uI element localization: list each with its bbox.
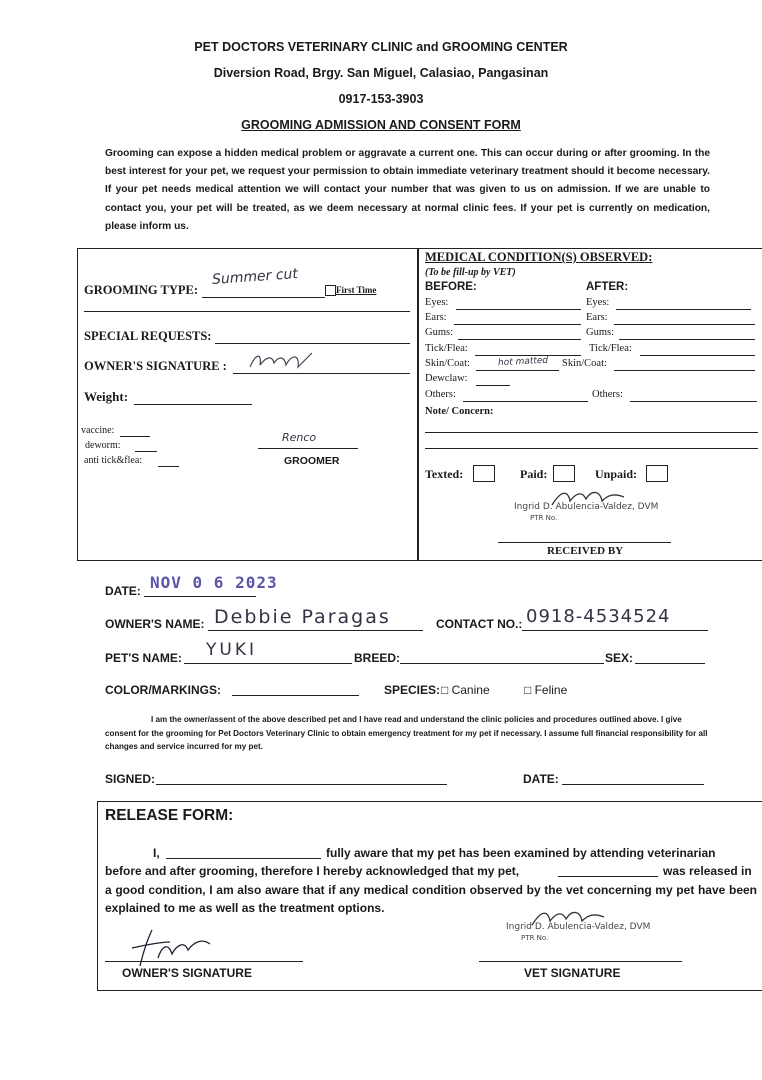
- contact-value[interactable]: 0918-4534524: [526, 606, 671, 627]
- date-stamp[interactable]: NOV 0 6 2023: [150, 573, 278, 592]
- medical-box: [417, 248, 762, 561]
- clinic-phone: 0917-153-3903: [338, 92, 424, 106]
- species-label: SPECIES:: [384, 683, 441, 697]
- date-line: [144, 596, 256, 597]
- after-eyes-line[interactable]: [616, 309, 751, 310]
- grooming-type-line: [202, 297, 325, 298]
- breed-line[interactable]: [400, 663, 604, 664]
- after-ears-line[interactable]: [614, 324, 755, 325]
- owners-name-line: [208, 630, 423, 631]
- grooming-type-value[interactable]: Summer cut: [211, 266, 299, 288]
- after-skin-line[interactable]: [614, 370, 755, 371]
- after-others-line[interactable]: [630, 401, 757, 402]
- paid-label: Paid:: [520, 467, 548, 481]
- first-time-label: First Time: [336, 285, 377, 295]
- after-eyes: Eyes:: [586, 297, 610, 308]
- signed-date-label: DATE:: [523, 772, 559, 786]
- signed-date-line[interactable]: [562, 784, 704, 785]
- groomer-label: GROOMER: [284, 455, 340, 467]
- after-gums-line[interactable]: [619, 339, 755, 340]
- breed-label: BREED:: [354, 651, 401, 665]
- before-others: Others:: [425, 389, 456, 400]
- color-label: COLOR/MARKINGS:: [105, 683, 221, 697]
- vet-name: Ingrid D. Abulencia-Valdez, DVM: [514, 502, 659, 512]
- before-dewclaw: Dewclaw:: [425, 373, 468, 384]
- canine-label: Canine: [451, 683, 490, 697]
- pets-name-line: [184, 663, 352, 664]
- owners-name-label: OWNER'S NAME:: [105, 617, 205, 631]
- deworm-line[interactable]: [135, 451, 157, 452]
- release-box: [97, 801, 762, 991]
- canine-option[interactable]: [441, 683, 490, 697]
- release-title: RELEASE FORM:: [105, 807, 234, 824]
- feline-label: Feline: [534, 683, 568, 697]
- first-time-checkbox[interactable]: [325, 285, 336, 296]
- before-skin: Skin/Coat:: [425, 358, 470, 369]
- release-owner-signature-line[interactable]: [105, 961, 303, 962]
- received-by-line: [498, 542, 671, 543]
- release-text-1: fully aware that my pet has been examined by attending veterinarian: [326, 846, 716, 860]
- release-vet-signature-label: VET SIGNATURE: [524, 966, 621, 980]
- after-tick-line[interactable]: [640, 355, 755, 356]
- owner-signature-scribble-icon: [246, 347, 316, 375]
- consent-paragraph: I am the owner/assent of the above described pet and I have read and understand the clinic policies and procedures outlined above. I give consent for the grooming for Pet Doctors Veterinary Clinic to obtain emergency treatment for my pet if necessary. I assume full financial responsibility for all changes and service incurred for my pet.: [105, 715, 708, 751]
- signed-label: SIGNED:: [105, 772, 156, 786]
- contact-label: CONTACT NO.:: [436, 617, 523, 631]
- before-dewclaw-line[interactable]: [476, 385, 510, 386]
- before-tick: Tick/Flea:: [425, 343, 468, 354]
- anti-tick-line[interactable]: [158, 466, 179, 467]
- texted-label: Texted:: [425, 467, 464, 481]
- before-label: BEFORE:: [425, 281, 477, 293]
- after-tick: Tick/Flea:: [589, 343, 632, 354]
- sex-label: SEX:: [605, 651, 634, 665]
- before-ears-line[interactable]: [454, 324, 581, 325]
- paid-checkbox[interactable]: [553, 465, 575, 482]
- before-gums: Gums:: [425, 327, 454, 338]
- contact-line: [522, 630, 708, 631]
- after-gums: Gums:: [586, 327, 615, 338]
- after-others: Others:: [592, 389, 623, 400]
- intro-paragraph: Grooming can expose a hidden medical problem or aggravate a current one. This can occur during or after grooming. In the best interest for your pet, we request your permission to obtain immediate veterinary treatment should it become necessary. If your pet needs medical attention we will contact your number that was given to us on admission. If we are unable to contact you, your pet will be treated, as we deem necessary at normal clinic fees. If your pet is currently on medication, please inform us.: [105, 148, 710, 232]
- before-gums-line[interactable]: [458, 339, 581, 340]
- before-eyes-line[interactable]: [456, 309, 581, 310]
- feline-option[interactable]: [524, 683, 567, 697]
- grooming-box: [77, 248, 419, 561]
- form-title: GROOMING ADMISSION AND CONSENT FORM: [241, 118, 521, 132]
- grooming-type-line-2: [84, 311, 410, 312]
- vaccine-label: vaccine:: [81, 425, 115, 436]
- pets-name-value[interactable]: YUKI: [206, 640, 257, 660]
- groomer-value[interactable]: Renco: [282, 431, 317, 444]
- clinic-name: PET DOCTORS VETERINARY CLINIC and GROOMING CENTER: [194, 40, 568, 54]
- after-skin: Skin/Coat:: [562, 358, 607, 369]
- grooming-type-label: GROOMING TYPE:: [84, 283, 199, 297]
- vaccine-line[interactable]: [120, 436, 150, 437]
- medical-title: MEDICAL CONDITION(S) OBSERVED:: [425, 250, 653, 264]
- release-text-3: was released in: [663, 864, 752, 878]
- feline-checkbox[interactable]: □: [524, 683, 532, 697]
- release-owner-scribble-icon: [110, 928, 220, 970]
- after-ears: Ears:: [586, 312, 608, 323]
- note-label: Note/ Concern:: [425, 406, 494, 417]
- signed-line[interactable]: [156, 784, 447, 785]
- before-eyes: Eyes:: [425, 297, 449, 308]
- release-text-2: before and after grooming, therefore I hereby acknowledged that my pet,: [105, 864, 520, 878]
- weight-line[interactable]: [134, 404, 252, 405]
- texted-checkbox[interactable]: [473, 465, 495, 482]
- ptr-label: PTR No.: [530, 514, 558, 522]
- release-pet-line[interactable]: [558, 876, 658, 877]
- release-i-label: I,: [153, 846, 160, 860]
- note-line-2[interactable]: [425, 448, 758, 449]
- canine-checkbox[interactable]: □: [441, 683, 449, 697]
- before-skin-line[interactable]: [476, 370, 559, 371]
- release-vet-signature-line[interactable]: [479, 961, 682, 962]
- weight-label: Weight:: [84, 389, 129, 404]
- color-line[interactable]: [232, 695, 359, 696]
- groomer-line: [258, 448, 358, 449]
- release-owner-signature-label: OWNER'S SIGNATURE: [122, 966, 252, 980]
- before-others-line[interactable]: [463, 401, 588, 402]
- release-vet-name: Ingrid D. Abulencia-Valdez, DVM: [506, 922, 651, 932]
- release-name-line[interactable]: [166, 858, 321, 859]
- anti-tick-label: anti tick&flea:: [84, 455, 143, 466]
- medical-subtitle: (To be fill-up by VET): [425, 267, 516, 278]
- clinic-address: Diversion Road, Brgy. San Miguel, Calasiao, Pangasinan: [213, 66, 549, 80]
- special-requests-line[interactable]: [215, 343, 410, 344]
- owners-signature-label: OWNER'S SIGNATURE :: [84, 359, 227, 373]
- owners-name-value[interactable]: Debbie Paragas: [214, 606, 391, 628]
- note-line-1[interactable]: [425, 432, 758, 433]
- pets-name-label: PET'S NAME:: [105, 651, 182, 665]
- sex-line[interactable]: [635, 663, 705, 664]
- release-ptr-label: PTR No.: [521, 934, 549, 942]
- skin-coat-before-value[interactable]: hot matted: [497, 355, 549, 369]
- unpaid-label: Unpaid:: [595, 467, 638, 481]
- after-label: AFTER:: [586, 281, 629, 293]
- before-ears: Ears:: [425, 312, 447, 323]
- deworm-label: deworm:: [85, 440, 121, 451]
- unpaid-checkbox[interactable]: [646, 465, 668, 482]
- date-label: DATE:: [105, 584, 141, 598]
- special-requests-label: SPECIAL REQUESTS:: [84, 329, 212, 343]
- received-by-label: RECEIVED BY: [547, 545, 624, 557]
- release-text-4: a good condition, I am also aware that if any medical condition observed by the vet concerning my pet have been explained to me as well as the treatment options.: [105, 883, 757, 915]
